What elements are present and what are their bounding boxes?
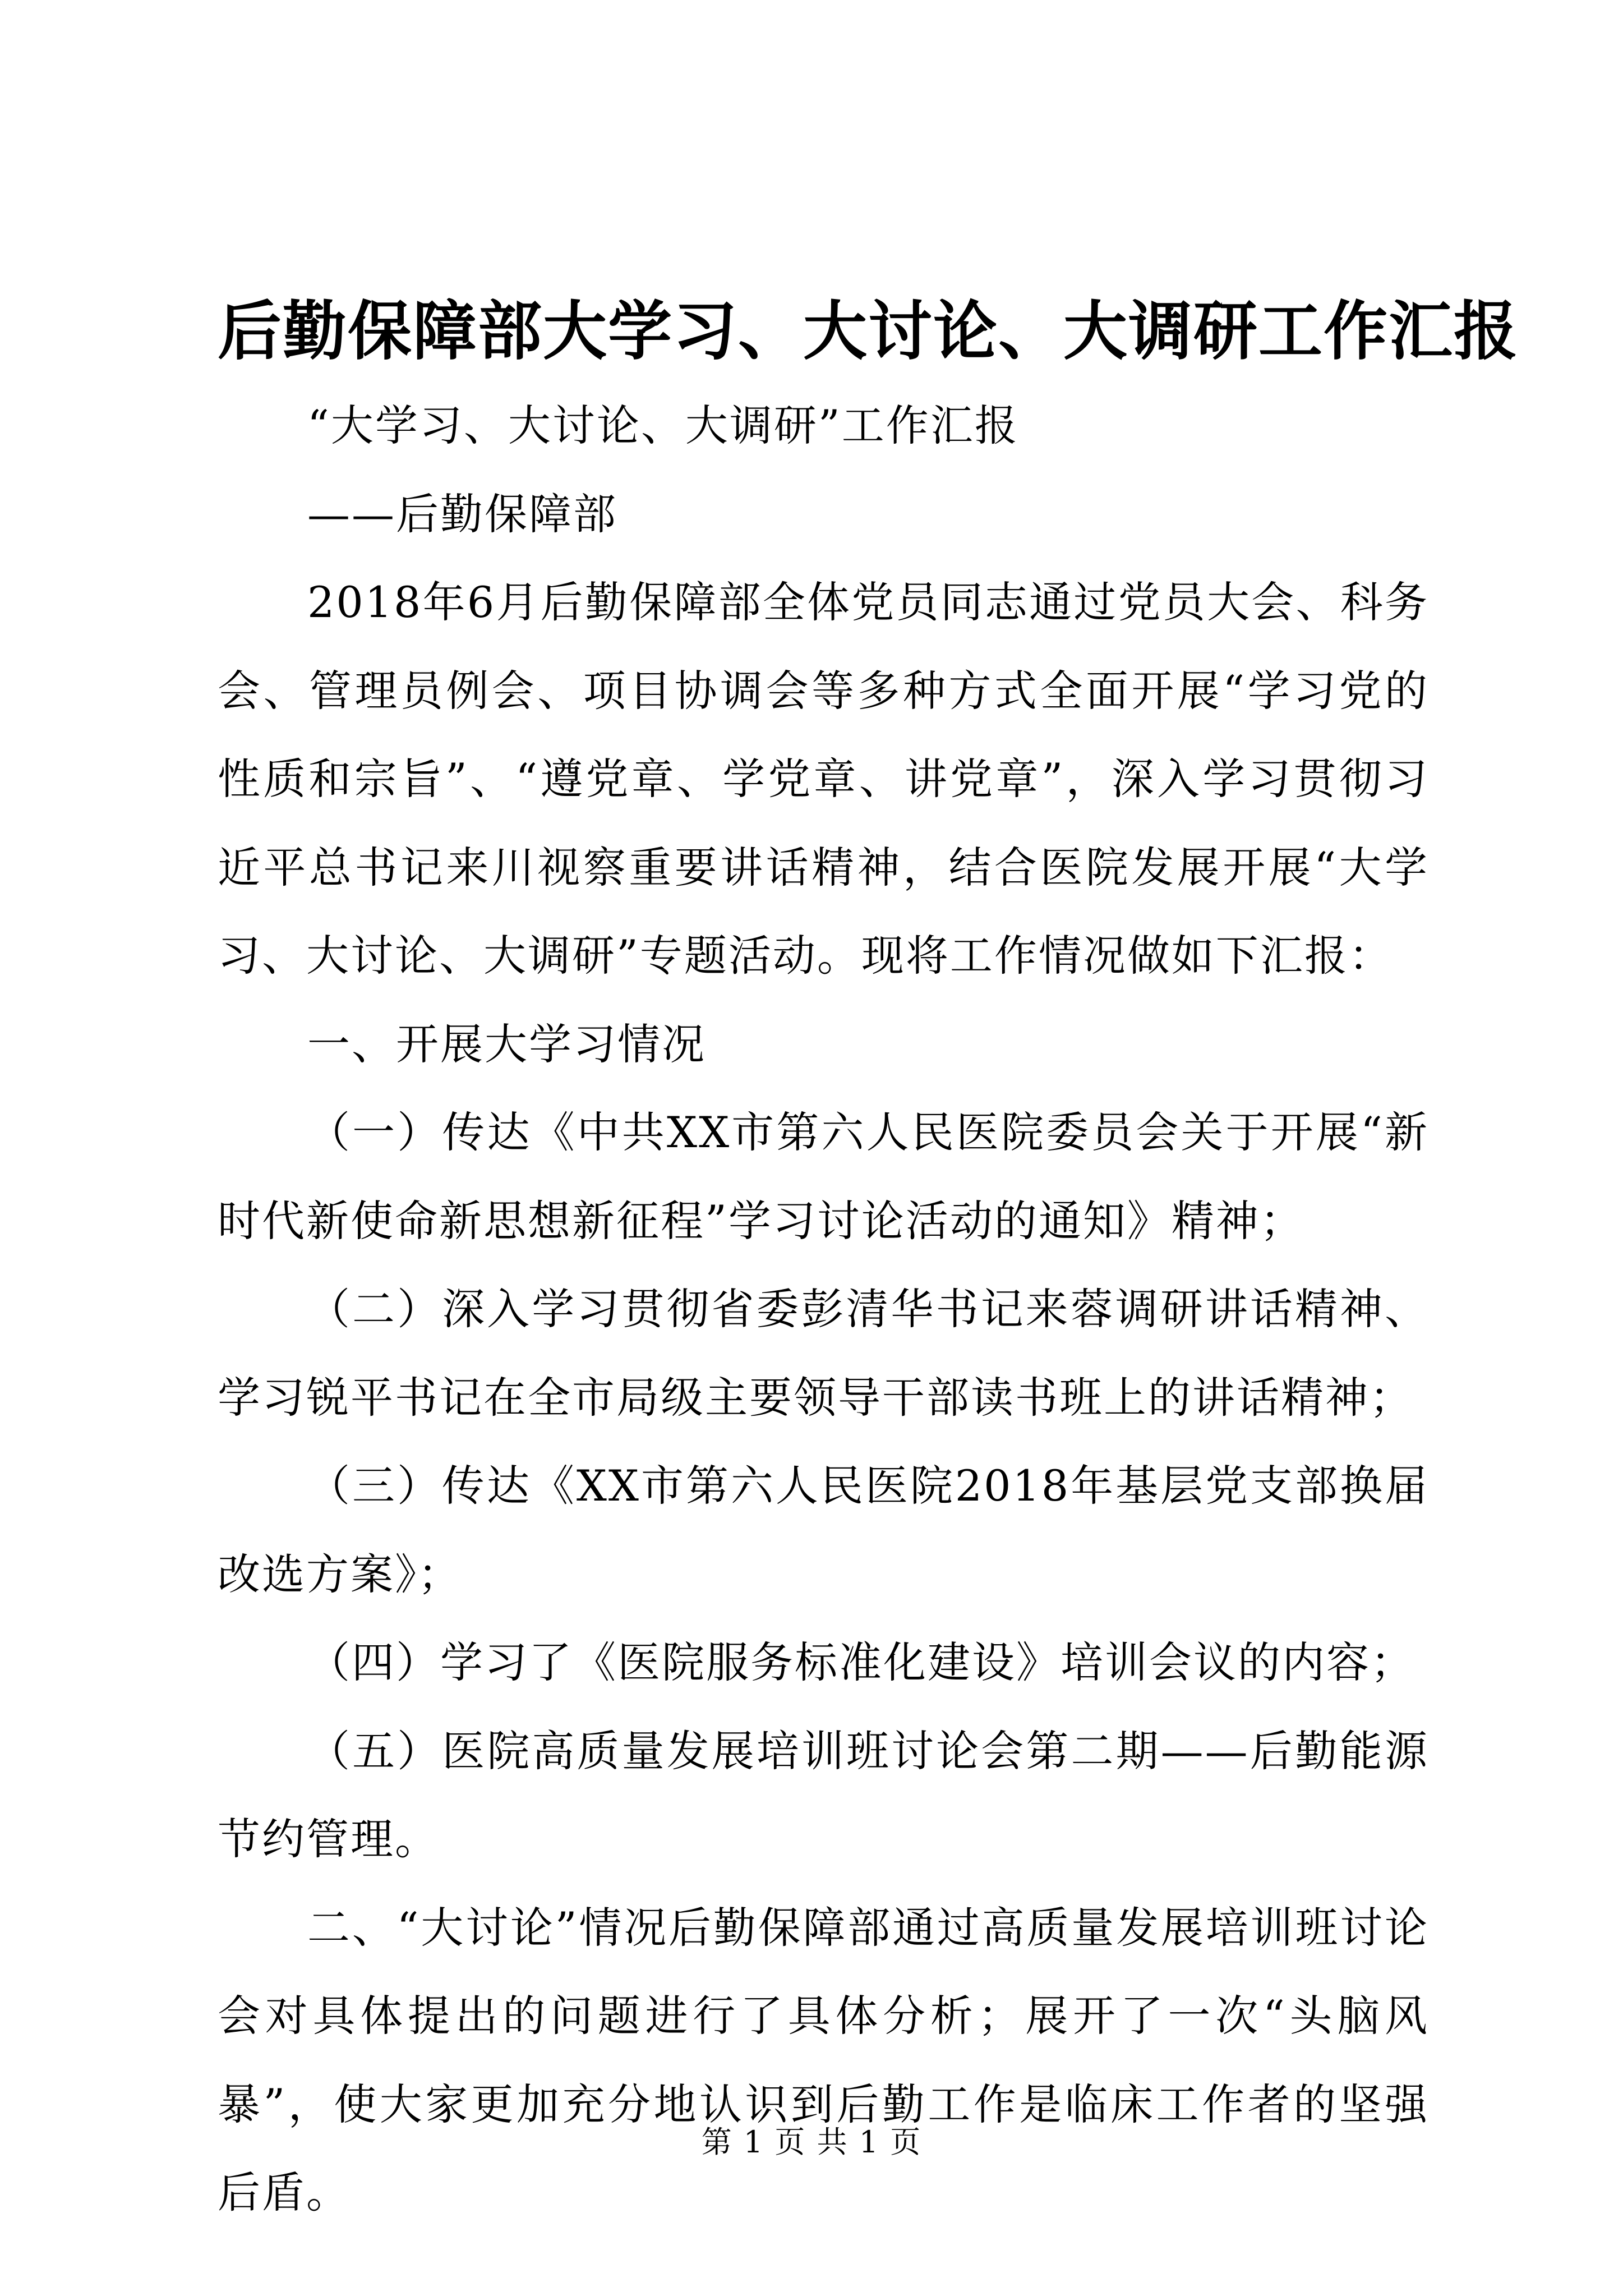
department-line: ——后勤保障部 <box>307 489 617 539</box>
page-footer: 第 1 页 共 1 页 <box>701 2124 922 2160</box>
subtitle: “大学习、大讨论、大调研”工作汇报 <box>307 401 1019 450</box>
document-title: 后勤保障部大学习、大讨论、大调研工作汇报 <box>218 293 1519 369</box>
list-item-5: （五）医院高质量发展培训班讨论会第二期——后勤能源节约管理。 <box>218 1726 1429 1864</box>
document-body <box>218 381 1429 2237</box>
list-item-4: （四）学习了《医院服务标准化建设》培训会议的内容； <box>307 1637 1415 1687</box>
paragraph-discussion: 二、“大讨论”情况后勤保障部通过高质量发展培训班讨论会对具体提出的问题进行了具体分析；展开了一次“头脑风暴”，使大家更加充分地认识到后勤工作是临床工作者的坚强后盾。 <box>218 1902 1429 2217</box>
list-item-2: （二）深入学习贯彻省委彭清华书记来蓉调研讲话精神、学习锐平书记在全市局级主要领导干部读书班上的讲话精神； <box>218 1284 1429 1423</box>
section-heading-study: 一、开展大学习情况 <box>307 1019 706 1069</box>
paragraph-intro: 2018年6月后勤保障部全体党员同志通过党员大会、科务会、管理员例会、项目协调会等多种方式全面开展“学习党的性质和宗旨”、“遵党章、学党章、讲党章”，深入学习贯彻习近平总书记来川视察重要讲话精神，结合医院发展开展“大学习、大讨论、大调研”专题活动。现将工作情况做如下汇报： <box>218 577 1429 981</box>
list-item-3: （三）传达《XX市第六人民医院2018年基层党支部换届改选方案》； <box>218 1461 1429 1599</box>
list-item-1: （一）传达《中共XX市第六人民医院委员会关于开展“新时代新使命新思想新征程”学习讨论活动的通知》精神； <box>218 1107 1429 1246</box>
